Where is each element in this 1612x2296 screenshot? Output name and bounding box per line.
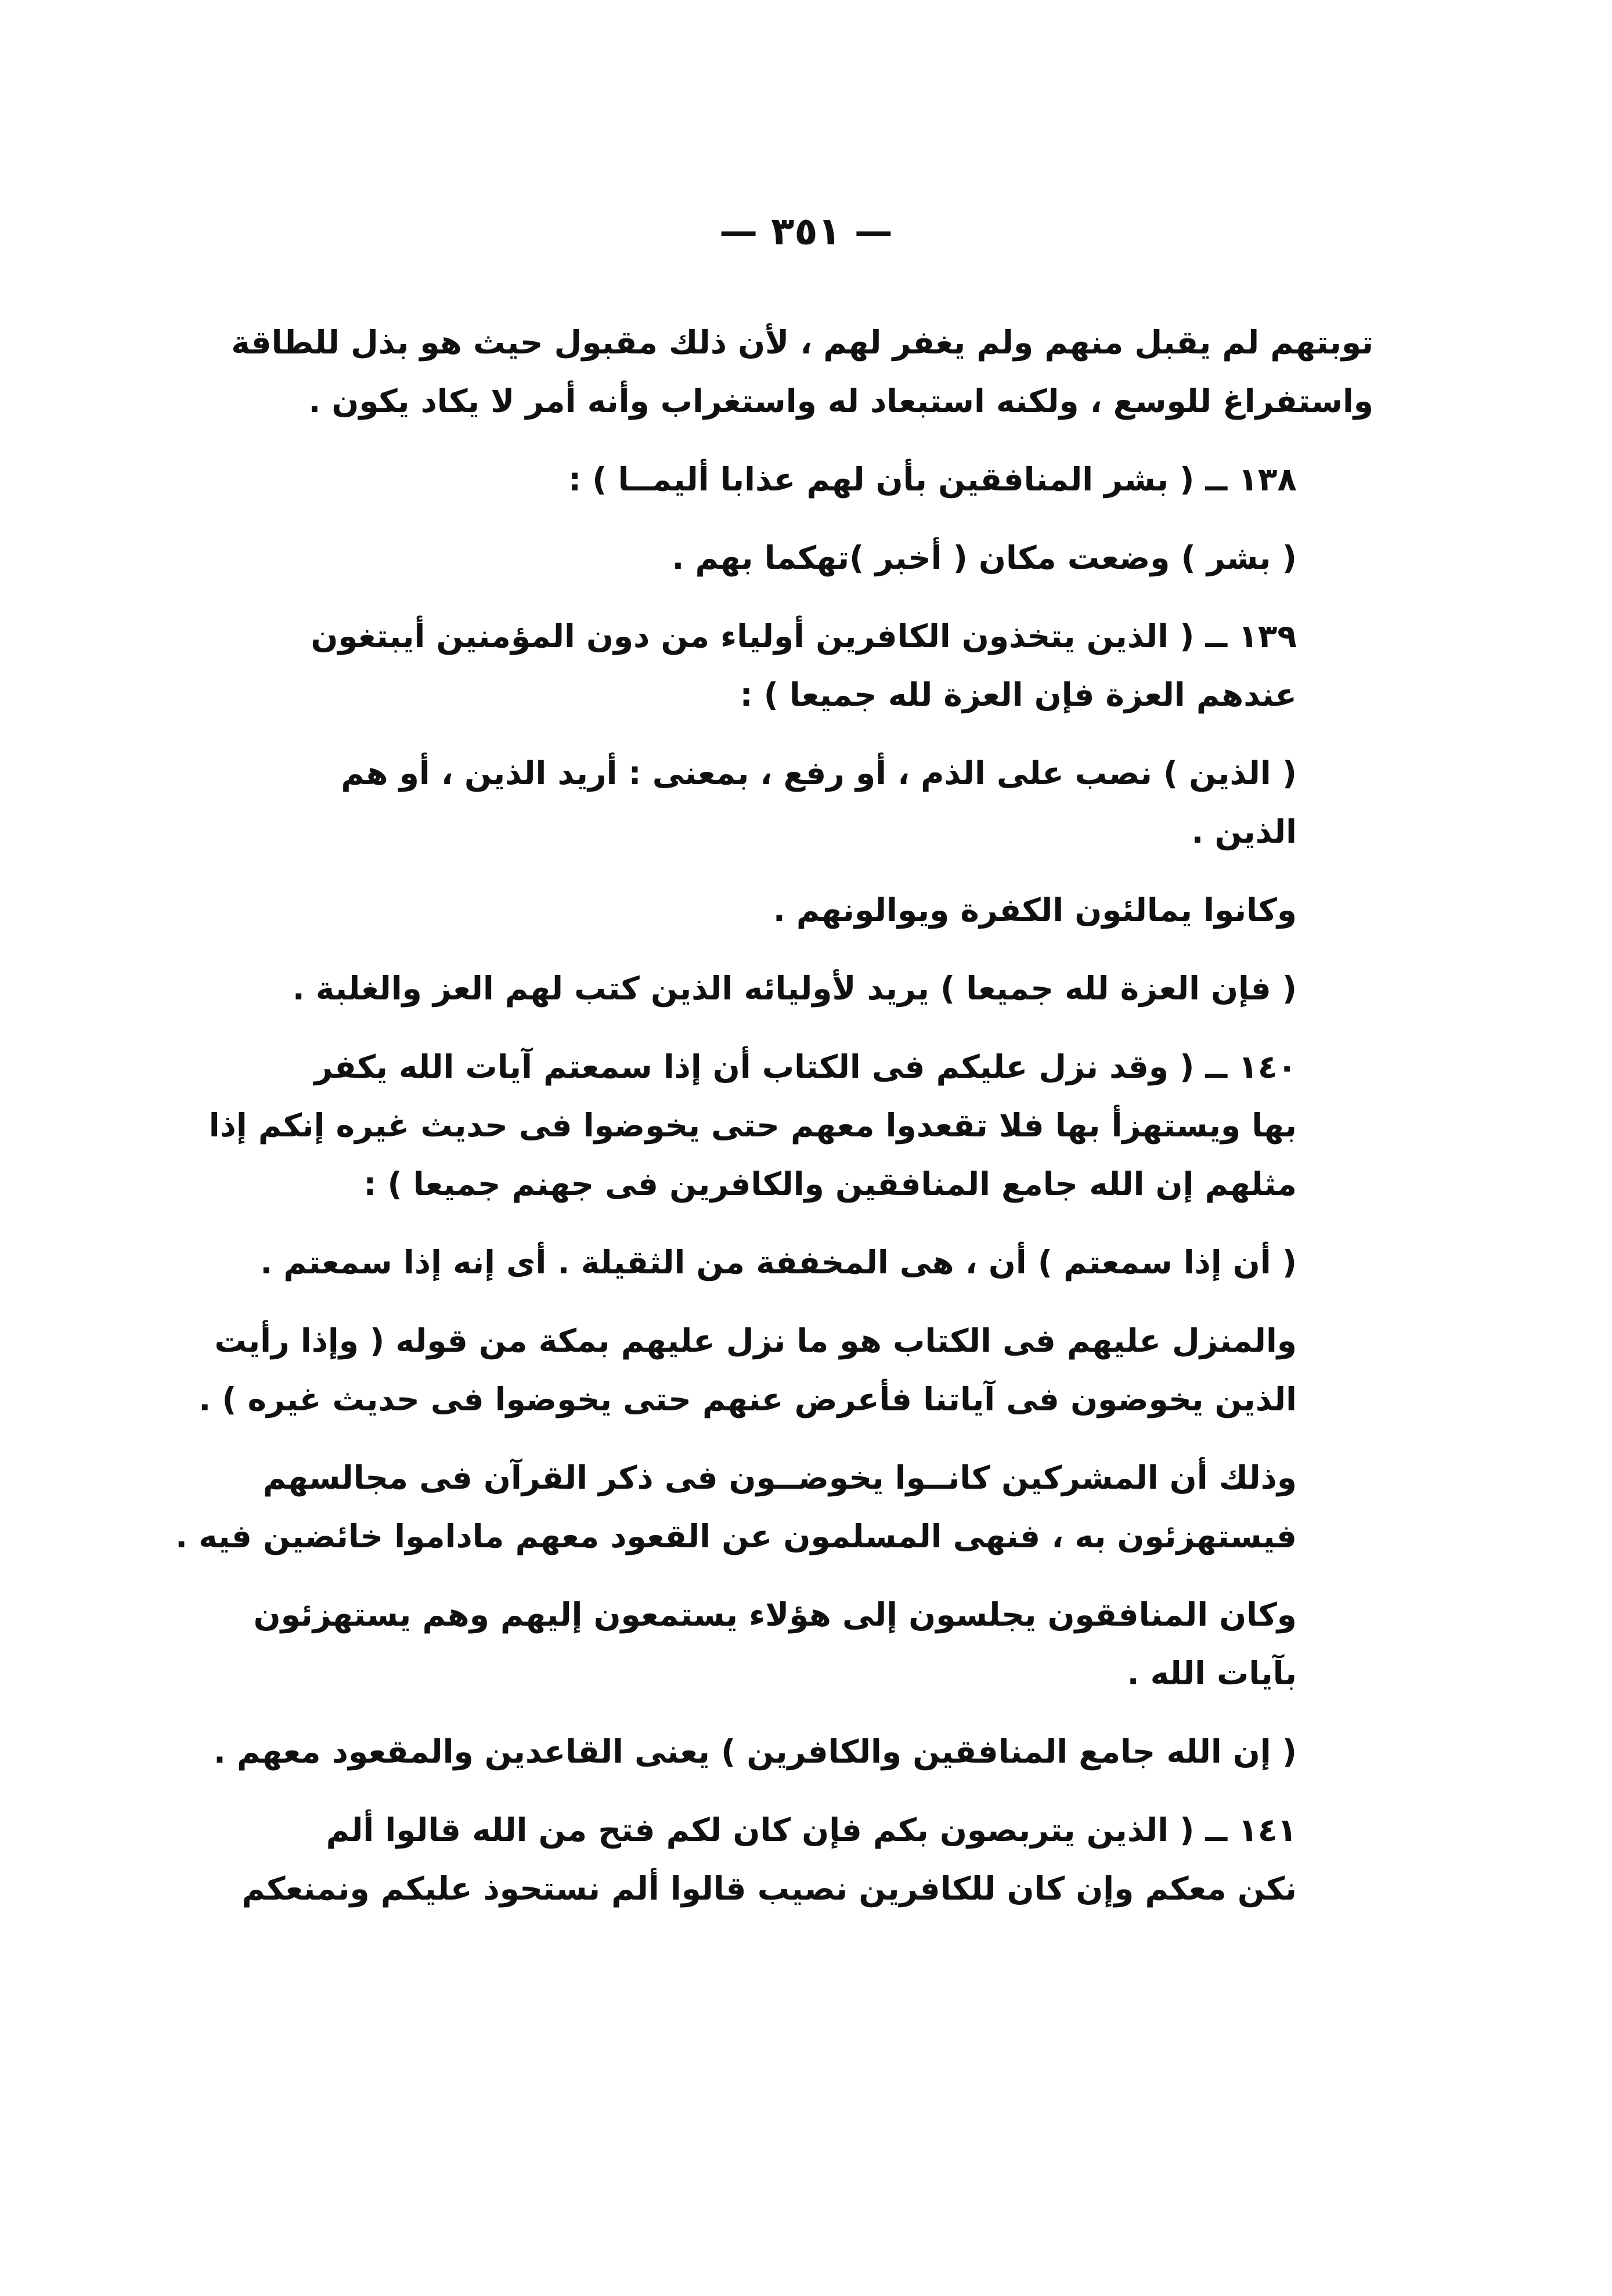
paragraph	[282, 959, 1373, 1018]
paragraph	[241, 1801, 1373, 1918]
text-line: والمنزل عليهم فى الكتاب هو ما نزل عليهم بمكة من قوله ( وإذا رأيت	[214, 1322, 1297, 1359]
text-line: عندهم العزة فإن العزة لله جميعا ) :	[740, 676, 1297, 713]
text-line: ( فإن العزة لله جميعا ) يريد لأوليائه الذين كتب لهم العز والغلبة .	[292, 970, 1297, 1007]
text-line: ( إن الله جامع المنافقين والكافرين ) يعنى القاعدين والمقعود معهم .	[214, 1733, 1297, 1770]
text-line: ١٣٩ ــ ( الذين يتخذون الكافرين أولياء من دون المؤمنين أيبتغون	[311, 618, 1297, 655]
paragraph	[282, 744, 1373, 861]
text-line: الذين .	[1191, 813, 1297, 850]
text-line: ١٤١ ــ ( الذين يتربصون بكم فإن كان لكم فتح من الله قالوا ألم	[326, 1811, 1297, 1849]
text-line: ( الذين ) نصب على الذم ، أو رفع ، بمعنى : أريد الذين ، أو هم	[341, 754, 1297, 792]
paragraph	[199, 1312, 1373, 1429]
paragraph	[282, 881, 1373, 940]
text-line: بآيات الله .	[1127, 1655, 1297, 1692]
text-line: وكان المنافقون يجلسون إلى هؤلاء يستمعون إليهم وهم يستهزئون	[253, 1596, 1297, 1633]
text-line: ( أن إذا سمعتم ) أن ، هى المخففة من الثقيلة . أى إنه إذا سمعتم .	[260, 1244, 1297, 1281]
text-line: ١٣٨ ــ ( بشر المنافقين بأن لهم عذابا أليمــا ) :	[568, 461, 1297, 498]
text-line: نكن معكم وإن كان للكافرين نصيب قالوا ألم نستحوذ عليكم ونمنعكم	[241, 1870, 1297, 1907]
text-line: فيستهزئون به ، فنهى المسلمون عن القعود معهم ماداموا خائضين فيه .	[175, 1518, 1297, 1555]
text-line: ( بشر ) وضعت مكان ( أخبر )تهكما بهم .	[672, 539, 1297, 576]
text-line: توبتهم لم يقبل منهم ولم يغفر لهم ، لأن ذلك مقبول حيث هو بذل للطاقة	[231, 324, 1373, 361]
paragraph	[231, 313, 1373, 431]
text-line: بها ويستهزأ بها فلا تقعدوا معهم حتى يخوضوا فى حديث غيره إنكم إذا	[208, 1107, 1297, 1144]
paragraph	[282, 529, 1373, 587]
text-line: مثلهم إن الله جامع المنافقين والكافرين فى جهنم جميعا ) :	[363, 1165, 1297, 1203]
paragraph	[175, 1449, 1373, 1566]
paragraph	[282, 450, 1373, 509]
page-number: — ٣٥١ —	[719, 209, 893, 254]
text-line: وكانوا يمالئون الكفرة ويوالونهم .	[773, 891, 1297, 929]
text-line: وذلك أن المشركين كانــوا يخوضــون فى ذكر القرآن فى مجالسهم	[262, 1459, 1297, 1496]
paragraph	[214, 1723, 1373, 1781]
paragraph	[282, 607, 1373, 724]
page-body-text	[175, 313, 1373, 1938]
text-line: الذين يخوضون فى آياتنا فأعرض عنهم حتى يخوضوا فى حديث غيره ) .	[199, 1381, 1297, 1418]
text-line: واستفراغ للوسع ، ولكنه استبعاد له واستغراب وأنه أمر لا يكاد يكون .	[308, 382, 1373, 420]
paragraph	[253, 1586, 1373, 1703]
paragraph	[260, 1233, 1373, 1292]
text-line: ١٤٠ ــ ( وقد نزل عليكم فى الكتاب أن إذا سمعتم آيات الله يكفر	[314, 1048, 1297, 1085]
paragraph	[208, 1038, 1373, 1214]
